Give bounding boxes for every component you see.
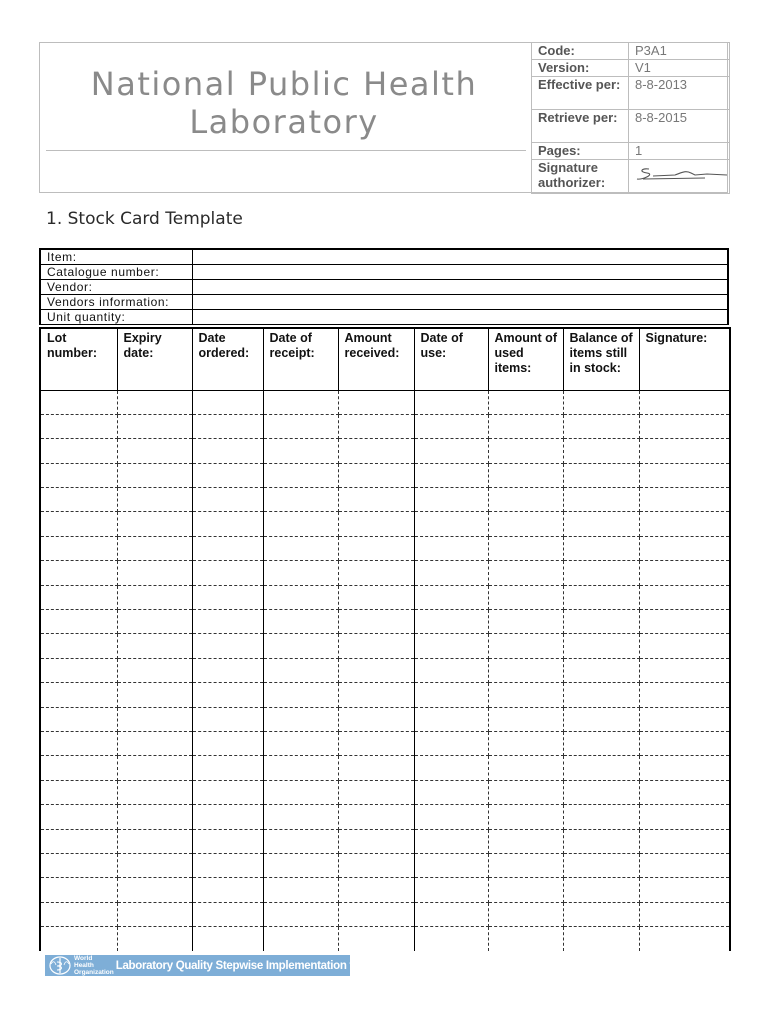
table-cell[interactable]	[263, 634, 338, 658]
table-cell[interactable]	[40, 414, 117, 438]
table-cell[interactable]	[192, 610, 263, 634]
table-cell[interactable]	[639, 390, 730, 414]
meta-signature-label: Signature authorizer:	[532, 160, 629, 194]
table-cell[interactable]	[117, 927, 192, 951]
table-cell[interactable]	[639, 463, 730, 487]
table-cell[interactable]	[414, 902, 488, 926]
table-cell[interactable]	[40, 610, 117, 634]
table-row	[40, 780, 730, 804]
table-cell[interactable]	[263, 439, 338, 463]
meta-effective-value: 8-8-2013	[629, 77, 730, 110]
document-header	[39, 42, 728, 193]
table-cell[interactable]	[263, 512, 338, 536]
table-cell[interactable]	[488, 488, 563, 512]
table-cell[interactable]	[117, 780, 192, 804]
table-cell[interactable]	[263, 853, 338, 877]
table-cell[interactable]	[117, 463, 192, 487]
table-cell[interactable]	[338, 561, 414, 585]
table-cell[interactable]	[117, 658, 192, 682]
table-cell[interactable]	[488, 463, 563, 487]
table-cell[interactable]	[563, 463, 639, 487]
table-cell[interactable]	[488, 756, 563, 780]
table-cell[interactable]	[117, 878, 192, 902]
info-field-label: Vendors information:	[40, 295, 192, 310]
meta-effective-label: Effective per:	[532, 77, 629, 110]
table-cell[interactable]	[192, 658, 263, 682]
table-row	[40, 561, 730, 585]
meta-version-value: V1	[629, 60, 730, 77]
table-cell[interactable]	[414, 390, 488, 414]
table-cell[interactable]	[263, 902, 338, 926]
table-row	[40, 829, 730, 853]
item-info-table	[39, 248, 729, 325]
table-cell[interactable]	[639, 414, 730, 438]
table-cell[interactable]	[338, 780, 414, 804]
table-cell[interactable]	[192, 707, 263, 731]
table-cell[interactable]	[117, 439, 192, 463]
column-header: Amount received:	[338, 328, 414, 390]
table-cell[interactable]	[414, 927, 488, 951]
table-row	[40, 756, 730, 780]
table-cell[interactable]	[40, 512, 117, 536]
table-cell[interactable]	[563, 561, 639, 585]
table-cell[interactable]	[639, 536, 730, 560]
lab-title: National Public Health Laboratory	[90, 65, 478, 141]
table-cell[interactable]	[563, 634, 639, 658]
table-cell[interactable]	[263, 414, 338, 438]
table-cell[interactable]	[414, 658, 488, 682]
table-cell[interactable]	[639, 902, 730, 926]
table-cell[interactable]	[639, 439, 730, 463]
table-cell[interactable]	[117, 390, 192, 414]
table-cell[interactable]	[40, 634, 117, 658]
handwritten-signature	[635, 160, 729, 184]
table-cell[interactable]	[338, 439, 414, 463]
table-cell[interactable]	[117, 414, 192, 438]
table-row	[40, 927, 730, 951]
table-cell[interactable]	[40, 683, 117, 707]
meta-signature-value	[629, 160, 730, 194]
table-cell[interactable]	[40, 853, 117, 877]
table-cell[interactable]	[192, 390, 263, 414]
table-cell[interactable]	[639, 805, 730, 829]
who-org-name: World Health Organization	[74, 955, 114, 976]
table-row	[40, 488, 730, 512]
table-cell[interactable]	[192, 488, 263, 512]
table-cell[interactable]	[639, 610, 730, 634]
info-field-value[interactable]	[192, 249, 728, 265]
table-cell[interactable]	[488, 878, 563, 902]
table-cell[interactable]	[40, 488, 117, 512]
table-cell[interactable]	[414, 414, 488, 438]
table-cell[interactable]	[40, 658, 117, 682]
table-cell[interactable]	[117, 683, 192, 707]
table-cell[interactable]	[263, 585, 338, 609]
table-cell[interactable]	[40, 561, 117, 585]
table-cell[interactable]	[488, 707, 563, 731]
table-cell[interactable]	[263, 878, 338, 902]
table-cell[interactable]	[40, 463, 117, 487]
table-cell[interactable]	[563, 756, 639, 780]
table-cell[interactable]	[117, 707, 192, 731]
table-row	[40, 414, 730, 438]
info-field-label: Catalogue number:	[40, 265, 192, 280]
table-cell[interactable]	[192, 585, 263, 609]
table-cell[interactable]	[117, 536, 192, 560]
table-cell[interactable]	[488, 902, 563, 926]
table-row	[40, 853, 730, 877]
footer-tool-name: Laboratory Quality Stepwise Implementation tool	[115, 959, 370, 972]
who-emblem-icon	[48, 956, 72, 975]
table-cell[interactable]	[40, 731, 117, 755]
table-cell[interactable]	[639, 927, 730, 951]
table-cell[interactable]	[563, 414, 639, 438]
info-field-label: Vendor:	[40, 280, 192, 295]
table-cell[interactable]	[563, 512, 639, 536]
meta-code-value: P3A1	[629, 43, 730, 60]
table-cell[interactable]	[488, 805, 563, 829]
table-cell[interactable]	[488, 439, 563, 463]
table-cell[interactable]	[117, 610, 192, 634]
table-cell[interactable]	[488, 414, 563, 438]
table-cell[interactable]	[414, 805, 488, 829]
table-cell[interactable]	[563, 585, 639, 609]
table-cell[interactable]	[488, 390, 563, 414]
table-cell[interactable]	[263, 805, 338, 829]
table-row	[40, 707, 730, 731]
stock-table-header-row	[40, 328, 730, 390]
column-header: Date of receipt:	[263, 328, 338, 390]
table-row	[40, 439, 730, 463]
table-cell[interactable]	[192, 634, 263, 658]
info-field-value[interactable]	[192, 295, 728, 310]
table-cell[interactable]	[563, 658, 639, 682]
table-cell[interactable]	[338, 878, 414, 902]
meta-code-label: Code:	[532, 43, 629, 60]
table-cell[interactable]	[563, 707, 639, 731]
table-row	[40, 805, 730, 829]
table-cell[interactable]	[338, 488, 414, 512]
column-header: Date ordered:	[192, 328, 263, 390]
info-field-value[interactable]	[192, 265, 728, 280]
meta-pages-label: Pages:	[532, 143, 629, 160]
table-cell[interactable]	[192, 756, 263, 780]
table-row	[40, 610, 730, 634]
column-header: Balance of items still in stock:	[563, 328, 639, 390]
table-cell[interactable]	[563, 488, 639, 512]
table-cell[interactable]	[40, 829, 117, 853]
table-cell[interactable]	[192, 805, 263, 829]
table-cell[interactable]	[563, 853, 639, 877]
table-cell[interactable]	[117, 512, 192, 536]
table-cell[interactable]	[414, 488, 488, 512]
table-cell[interactable]	[117, 853, 192, 877]
table-cell[interactable]	[338, 658, 414, 682]
info-field-value[interactable]	[192, 310, 728, 325]
table-cell[interactable]	[414, 585, 488, 609]
table-cell[interactable]	[338, 414, 414, 438]
table-cell[interactable]	[263, 610, 338, 634]
table-cell[interactable]	[192, 902, 263, 926]
section-title: 1. Stock Card Template	[46, 209, 243, 229]
table-cell[interactable]	[563, 439, 639, 463]
table-cell[interactable]	[338, 536, 414, 560]
table-cell[interactable]	[338, 610, 414, 634]
table-row	[40, 512, 730, 536]
table-cell[interactable]	[40, 878, 117, 902]
table-cell[interactable]	[192, 512, 263, 536]
table-cell[interactable]	[117, 585, 192, 609]
table-cell[interactable]	[563, 780, 639, 804]
table-cell[interactable]	[192, 536, 263, 560]
table-cell[interactable]	[192, 853, 263, 877]
table-cell[interactable]	[488, 634, 563, 658]
table-cell[interactable]	[488, 561, 563, 585]
table-row	[40, 902, 730, 926]
table-row	[40, 390, 730, 414]
table-cell[interactable]	[563, 536, 639, 560]
table-cell[interactable]	[563, 683, 639, 707]
table-cell[interactable]	[488, 610, 563, 634]
table-cell[interactable]	[117, 902, 192, 926]
table-cell[interactable]	[414, 463, 488, 487]
table-cell[interactable]	[338, 585, 414, 609]
table-cell[interactable]	[263, 927, 338, 951]
table-cell[interactable]	[414, 634, 488, 658]
table-cell[interactable]	[338, 634, 414, 658]
table-cell[interactable]	[338, 902, 414, 926]
table-cell[interactable]	[639, 585, 730, 609]
who-footer-banner	[45, 955, 370, 976]
table-cell[interactable]	[192, 683, 263, 707]
table-cell[interactable]	[488, 512, 563, 536]
table-cell[interactable]	[488, 536, 563, 560]
table-cell[interactable]	[563, 902, 639, 926]
table-cell[interactable]	[414, 756, 488, 780]
info-row	[40, 280, 728, 295]
table-cell[interactable]	[414, 610, 488, 634]
info-row	[40, 265, 728, 280]
table-cell[interactable]	[40, 927, 117, 951]
table-cell[interactable]	[192, 463, 263, 487]
table-cell[interactable]	[263, 463, 338, 487]
table-cell[interactable]	[117, 805, 192, 829]
stock-card-table	[39, 327, 731, 951]
table-cell[interactable]	[639, 658, 730, 682]
column-header: Expiry date:	[117, 328, 192, 390]
meta-pages-value: 1	[629, 143, 730, 160]
info-field-label: Item:	[40, 249, 192, 265]
info-row	[40, 310, 728, 325]
info-field-label: Unit quantity:	[40, 310, 192, 325]
table-cell[interactable]	[639, 756, 730, 780]
column-header: Signature:	[639, 328, 730, 390]
table-cell[interactable]	[263, 731, 338, 755]
table-cell[interactable]	[414, 683, 488, 707]
table-cell[interactable]	[40, 805, 117, 829]
table-cell[interactable]	[639, 853, 730, 877]
table-cell[interactable]	[263, 561, 338, 585]
table-cell[interactable]	[192, 829, 263, 853]
table-cell[interactable]	[192, 878, 263, 902]
table-cell[interactable]	[488, 658, 563, 682]
table-cell[interactable]	[263, 536, 338, 560]
meta-retrieve-value: 8-8-2015	[629, 110, 730, 143]
table-cell[interactable]	[563, 731, 639, 755]
table-row	[40, 536, 730, 560]
table-cell[interactable]	[414, 561, 488, 585]
table-cell[interactable]	[263, 780, 338, 804]
table-cell[interactable]	[488, 829, 563, 853]
table-cell[interactable]	[639, 634, 730, 658]
table-cell[interactable]	[488, 780, 563, 804]
table-cell[interactable]	[639, 780, 730, 804]
table-cell[interactable]	[414, 878, 488, 902]
meta-retrieve-label: Retrieve per:	[532, 110, 629, 143]
table-row	[40, 683, 730, 707]
table-cell[interactable]	[192, 561, 263, 585]
table-row	[40, 463, 730, 487]
table-cell[interactable]	[40, 439, 117, 463]
table-cell[interactable]	[414, 707, 488, 731]
table-cell[interactable]	[192, 439, 263, 463]
table-cell[interactable]	[263, 756, 338, 780]
table-cell[interactable]	[263, 829, 338, 853]
table-cell[interactable]	[40, 902, 117, 926]
table-cell[interactable]	[192, 927, 263, 951]
table-cell[interactable]	[192, 414, 263, 438]
table-cell[interactable]	[563, 927, 639, 951]
table-cell[interactable]	[338, 512, 414, 536]
table-cell[interactable]	[414, 780, 488, 804]
info-field-value[interactable]	[192, 280, 728, 295]
table-cell[interactable]	[563, 829, 639, 853]
table-cell[interactable]	[263, 390, 338, 414]
table-cell[interactable]	[338, 756, 414, 780]
table-cell[interactable]	[263, 658, 338, 682]
table-cell[interactable]	[488, 853, 563, 877]
table-cell[interactable]	[117, 488, 192, 512]
header-divider	[46, 150, 526, 151]
table-cell[interactable]	[488, 585, 563, 609]
info-row	[40, 295, 728, 310]
table-cell[interactable]	[338, 390, 414, 414]
table-cell[interactable]	[40, 756, 117, 780]
column-header: Amount of used items:	[488, 328, 563, 390]
table-cell[interactable]	[117, 561, 192, 585]
table-cell[interactable]	[639, 683, 730, 707]
table-cell[interactable]	[639, 878, 730, 902]
table-cell[interactable]	[414, 512, 488, 536]
table-cell[interactable]	[639, 731, 730, 755]
table-cell[interactable]	[563, 610, 639, 634]
table-cell[interactable]	[263, 683, 338, 707]
table-cell[interactable]	[40, 780, 117, 804]
table-cell[interactable]	[192, 780, 263, 804]
table-cell[interactable]	[563, 805, 639, 829]
table-cell[interactable]	[117, 634, 192, 658]
table-cell[interactable]	[338, 927, 414, 951]
table-cell[interactable]	[488, 927, 563, 951]
table-cell[interactable]	[338, 683, 414, 707]
table-cell[interactable]	[40, 707, 117, 731]
table-cell[interactable]	[338, 829, 414, 853]
table-cell[interactable]	[40, 536, 117, 560]
document-meta-table	[531, 42, 730, 194]
table-cell[interactable]	[488, 683, 563, 707]
table-cell[interactable]	[563, 878, 639, 902]
table-cell[interactable]	[639, 561, 730, 585]
table-cell[interactable]	[414, 829, 488, 853]
table-cell[interactable]	[639, 707, 730, 731]
table-cell[interactable]	[563, 390, 639, 414]
table-cell[interactable]	[639, 829, 730, 853]
table-cell[interactable]	[414, 853, 488, 877]
info-row	[40, 249, 728, 265]
table-cell[interactable]	[40, 390, 117, 414]
meta-version-label: Version:	[532, 60, 629, 77]
table-cell[interactable]	[338, 707, 414, 731]
table-row	[40, 878, 730, 902]
table-row	[40, 658, 730, 682]
table-cell[interactable]	[263, 707, 338, 731]
table-cell[interactable]	[338, 731, 414, 755]
table-cell[interactable]	[414, 731, 488, 755]
table-cell[interactable]	[338, 805, 414, 829]
column-header: Date of use:	[414, 328, 488, 390]
table-cell[interactable]	[338, 463, 414, 487]
table-row	[40, 634, 730, 658]
table-cell[interactable]	[639, 488, 730, 512]
table-cell[interactable]	[117, 731, 192, 755]
table-cell[interactable]	[338, 853, 414, 877]
table-row	[40, 731, 730, 755]
table-cell[interactable]	[117, 756, 192, 780]
table-cell[interactable]	[488, 731, 563, 755]
column-header: Lot number:	[40, 328, 117, 390]
table-cell[interactable]	[414, 439, 488, 463]
table-cell[interactable]	[40, 585, 117, 609]
table-cell[interactable]	[639, 512, 730, 536]
table-cell[interactable]	[117, 829, 192, 853]
table-cell[interactable]	[414, 536, 488, 560]
table-cell[interactable]	[192, 731, 263, 755]
table-cell[interactable]	[263, 488, 338, 512]
table-row	[40, 585, 730, 609]
